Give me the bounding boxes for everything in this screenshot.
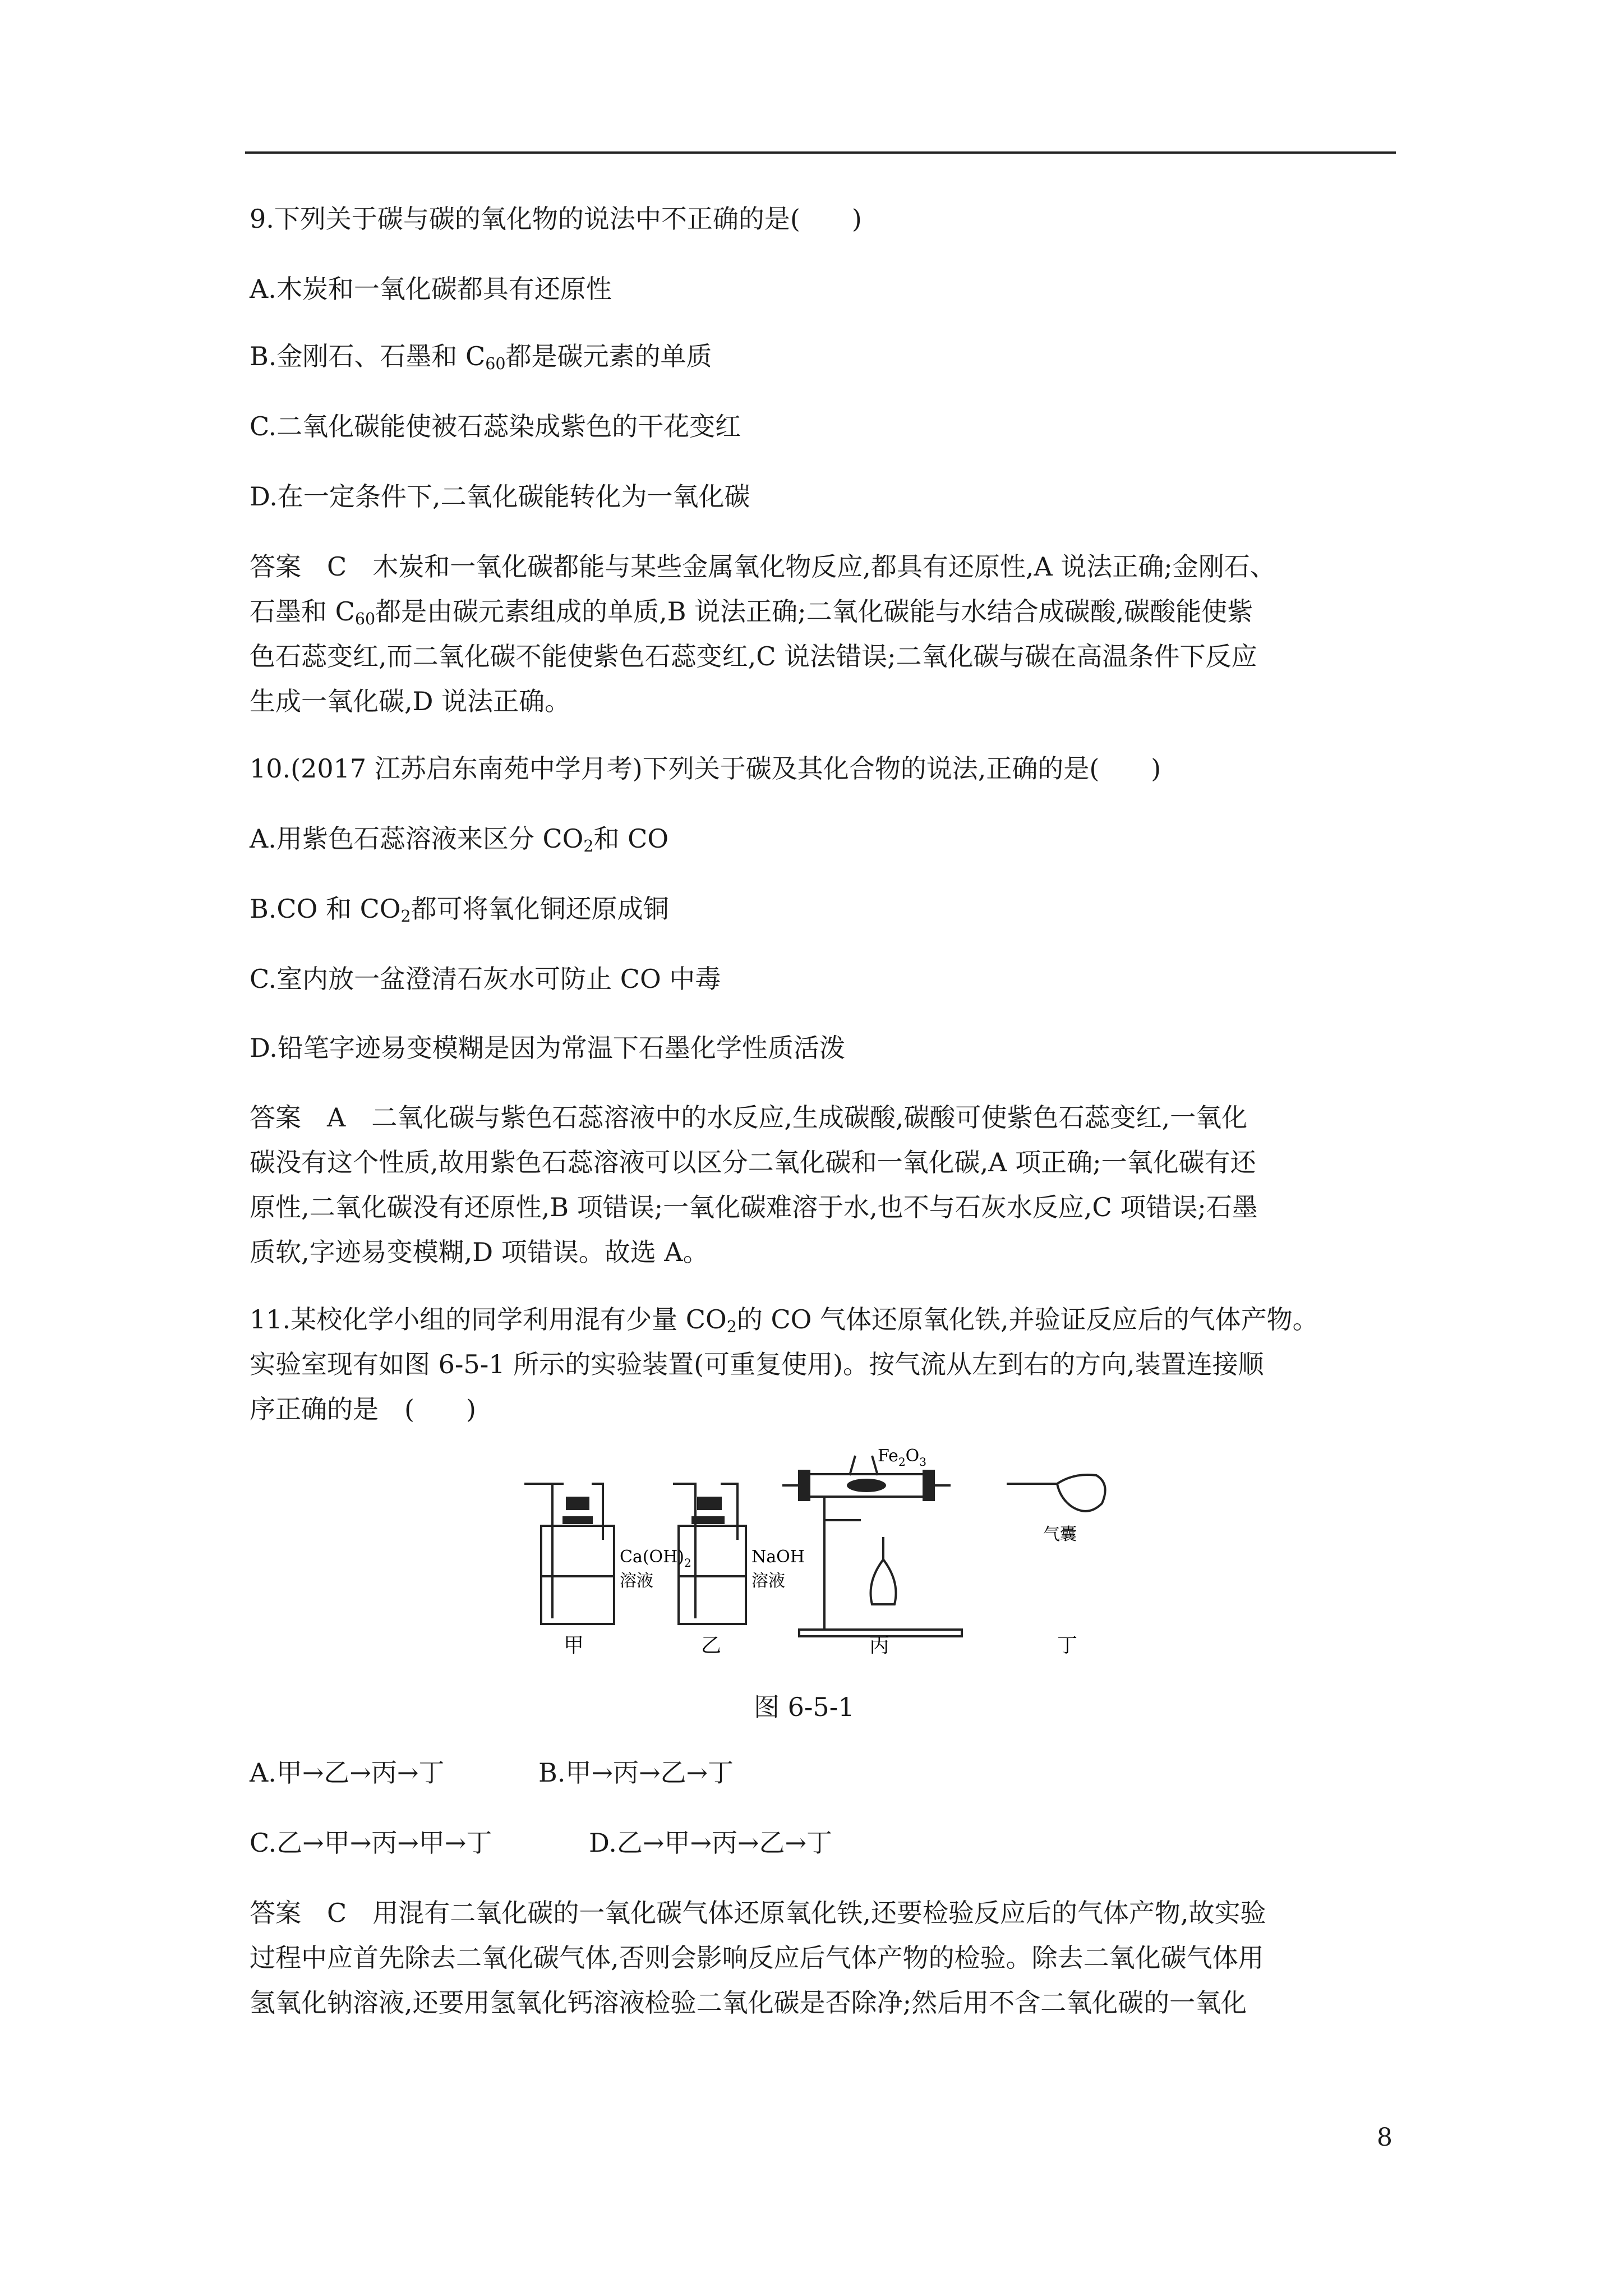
reagent-jia: $Ca(OH)_2$ — [620, 1547, 691, 1570]
q11-stem-line-2: 实验室现有如图 6-5-1 所示的实验装置(可重复使用)。按气流从左到右的方向,装置连接顺 — [250, 1349, 1264, 1379]
q10-answer-line-1: 答案 A 二氧化碳与紫色石蕊溶液中的水反应,生成碳酸,碳酸可使紫色石蕊变红,一氧化 — [250, 1102, 1248, 1133]
reagent-jia-solution: 溶液 — [620, 1571, 653, 1591]
label-jia: 甲 — [564, 1634, 584, 1655]
q10-answer-line-4: 质软,字迹易变模糊,D 项错误。故选 A。 — [250, 1237, 709, 1267]
q9-option-b: B.金刚石、石墨和 $C_{60}$都是碳元素的单质 — [250, 341, 712, 374]
figure-caption: 图 6-5-1 — [754, 1692, 855, 1722]
bottle-jia — [524, 1484, 614, 1624]
label-bing: 丙 — [869, 1634, 890, 1655]
q10-option-a: A.用紫色石蕊溶液来区分 $CO_2$和 CO — [250, 823, 669, 856]
gas-bag-ding — [1007, 1475, 1105, 1511]
page-number: 8 — [1377, 2123, 1393, 2152]
reagent-bing: $Fe_2O_3$ — [878, 1446, 927, 1469]
q10-answer-line-3: 原性,二氧化碳没有还原性,B 项错误;一氧化碳难溶于水,也不与石灰水反应,C 项错误;石墨 — [250, 1192, 1258, 1222]
q10-option-c: C.室内放一盆澄清石灰水可防止 CO 中毒 — [250, 964, 721, 994]
label-ding: 丁 — [1057, 1634, 1078, 1655]
iron-oxide-powder — [847, 1479, 886, 1492]
q9-option-a: A.木炭和一氧化碳都具有还原性 — [250, 274, 612, 304]
q9-answer-line-3: 色石蕊变红,而二氧化碳不能使紫色石蕊变红,C 说法错误;二氧化碳与碳在高温条件下反应 — [250, 641, 1257, 671]
q10-stem: 10.(2017 江苏启东南苑中学月考)下列关于碳及其化合物的说法,正确的是( ) — [250, 753, 1161, 784]
q9-option-d: D.在一定条件下,二氧化碳能转化为一氧化碳 — [250, 481, 750, 512]
q11-answer-line-1: 答案 C 用混有二氧化碳的一氧化碳气体还原氧化铁,还要检验反应后的气体产物,故实验 — [250, 1898, 1266, 1928]
q9-option-c: C.二氧化碳能使被石蕊染成紫色的干花变红 — [250, 411, 741, 441]
q11-stem-line-1: 11.某校化学小组的同学利用混有少量 $CO_2$的 CO 气体还原氧化铁,并验证反应后的气体产物。 — [250, 1304, 1318, 1337]
q9-answer-line-1: 答案 C 木炭和一氧化碳都能与某些金属氧化物反应,都具有还原性,A 说法正确;金刚石、 — [250, 551, 1276, 582]
reagent-yi: NaOH — [751, 1547, 805, 1567]
q11-option-d: D.乙→甲→丙→乙→丁 — [589, 1828, 833, 1858]
q11-option-c: C.乙→甲→丙→甲→丁 — [250, 1828, 492, 1858]
q11-answer-line-3: 氢氧化钠溶液,还要用氢氧化钙溶液检验二氧化碳是否除净;然后用不含二氧化碳的一氧化 — [250, 1987, 1247, 2018]
reagent-yi-solution: 溶液 — [751, 1571, 785, 1591]
q11-option-b: B.甲→丙→乙→丁 — [538, 1757, 734, 1788]
q10-option-d: D.铅笔字迹易变模糊是因为常温下石墨化学性质活泼 — [250, 1033, 845, 1063]
q11-answer-line-2: 过程中应首先除去二氧化碳气体,否则会影响反应后气体产物的检验。除去二氧化碳气体用 — [250, 1943, 1264, 1973]
q9-stem: 9.下列关于碳与碳的氧化物的说法中不正确的是( ) — [250, 204, 862, 234]
q10-option-b: B.CO 和 $CO_2$都可将氧化铜还原成铜 — [250, 894, 669, 926]
q10-answer-line-2: 碳没有这个性质,故用紫色石蕊溶液可以区分二氧化碳和一氧化碳,A 项正确;一氧化碳有还 — [250, 1147, 1256, 1177]
q11-stem-line-3: 序正确的是 ( ) — [250, 1394, 476, 1424]
label-yi: 乙 — [701, 1634, 722, 1655]
apparatus-figure — [519, 1442, 1136, 1655]
q9-answer-line-4: 生成一氧化碳,D 说法正确。 — [250, 686, 571, 716]
q11-option-a: A.甲→乙→丙→丁 — [250, 1757, 445, 1788]
header-rule — [245, 151, 1396, 154]
q9-answer-line-2: 石墨和 $C_{60}$都是由碳元素组成的单质,B 说法正确;二氧化碳能与水结合成碳酸,碳酸能使紫 — [250, 596, 1253, 629]
label-gas-bag: 气囊 — [1043, 1525, 1077, 1544]
